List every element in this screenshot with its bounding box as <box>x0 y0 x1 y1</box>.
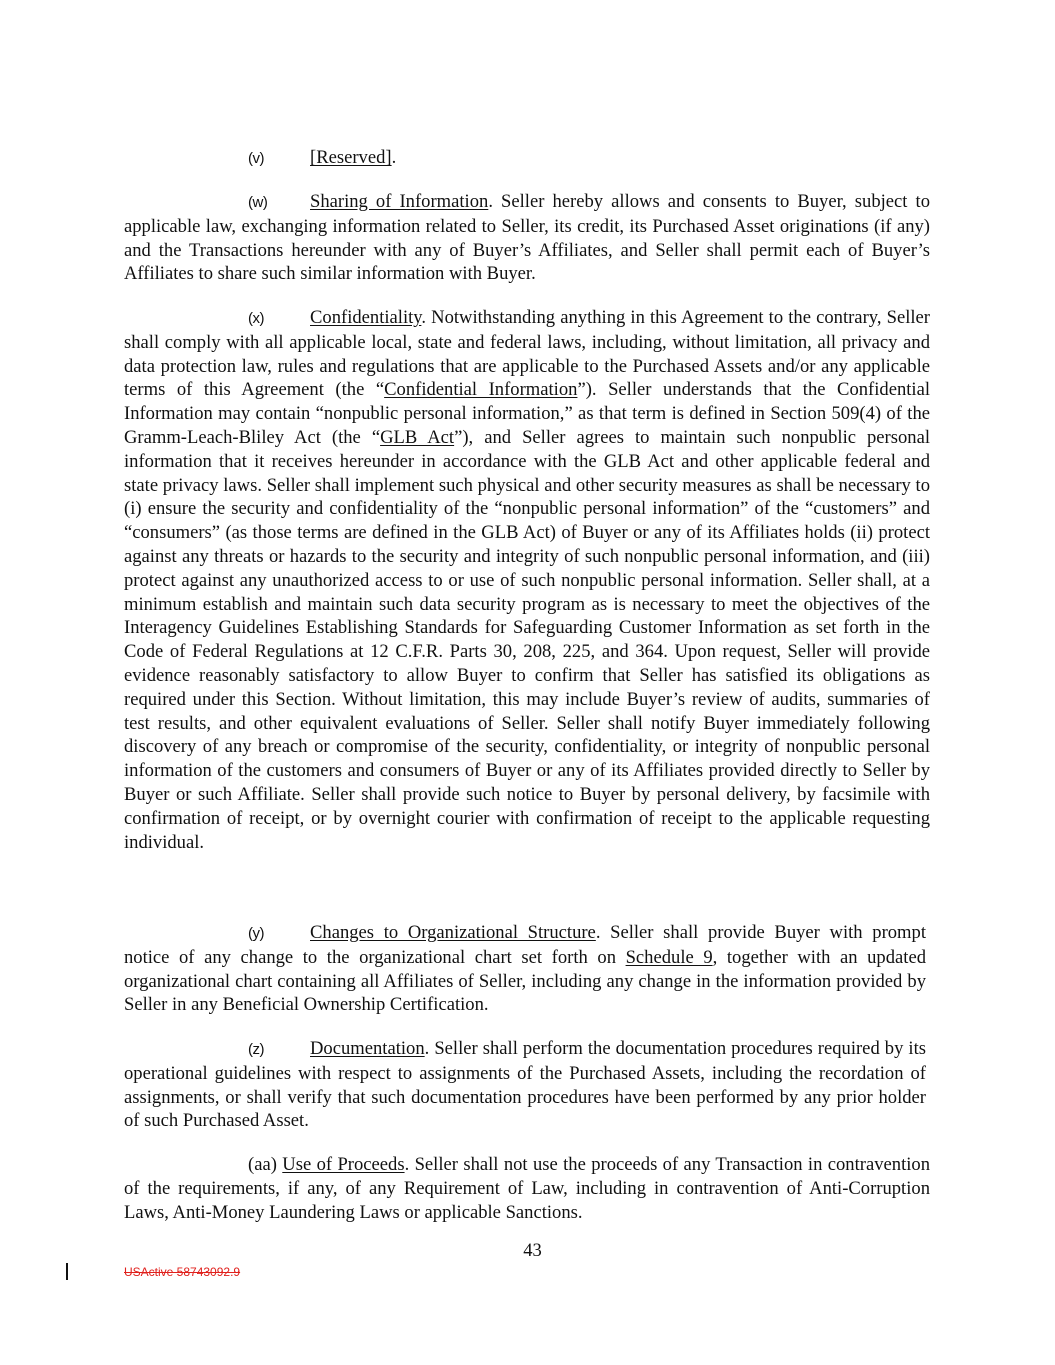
section-aa-body: . Seller shall not use the proceeds of any Transaction in contravention of the requirements, if any, of any Requirement of Law, including in contravention of Anti-Corruption Laws, Anti-Money Laundering Laws or applicable Sanctions. <box>124 1154 930 1223</box>
page-number: 43 <box>523 1240 542 1261</box>
section-aa-title: Use of Proceeds <box>282 1154 405 1175</box>
section-z-title: Documentation <box>310 1038 425 1059</box>
defined-term-glb-act: GLB Act <box>380 426 455 448</box>
section-w-title: Sharing of Information <box>310 191 489 212</box>
section-z-body: . Seller shall perform the documentation procedures required by its operational guidelines with respect to assignments of the Purchased Assets, including the recordation of assignments, or shall verify that such documentation procedures have been performed by any prior holder of such Purchased Asset. <box>124 1038 926 1132</box>
defined-term-confidential-information: Confidential Information <box>384 379 578 401</box>
section-x-body-1: . Notwithstanding anything in this Agreement to the contrary, Seller shall comply with all applicable local, state and federal laws, including, without limitation, all privacy and data protection law, rules and regulations that are applicable to the Purchased Assets and/or any applicable terms of this Agreement (the “ <box>124 307 930 401</box>
section-x <box>124 306 930 854</box>
section-v-label: (v) <box>248 150 264 167</box>
section-v <box>124 146 930 171</box>
section-x-title: Confidentiality <box>310 307 422 328</box>
section-y-label: (y) <box>248 925 264 942</box>
section-aa-label: (aa) <box>248 1154 277 1175</box>
section-aa <box>124 1153 930 1224</box>
section-v-title: [Reserved] <box>310 147 392 168</box>
section-v-after: . <box>391 147 397 168</box>
section-x-body-3: ”), and Seller agrees to maintain such nonpublic personal information that it receives hereunder in accordance with the GLB Act and other applicable federal and state privacy laws. Seller shall implement such physical and other security measures as shall be necessary to (i) ensure the security and confidentiality of the “nonpublic personal information” of the “customers” and “consumers” (as those terms are defined in the GLB Act) of Buyer or any of its Affiliates holds (ii) protect against any threats or hazards to the security and integrity of such nonpublic personal information, and (iii) protect against any unauthorized access to or use of such nonpublic personal information. Seller shall, at a minimum establish and maintain such data security program as is necessary to meet the objectives of the Interagency Guidelines Establishing Standards for Safeguarding Customer Information as set forth in the Code of Federal Regulations at 12 C.F.R. Parts 30, 208, 225, and 364. Upon request, Seller will provide evidence reasonably satisfactory to allow Buyer to confirm that Seller has satisfied its obligations as required under this Section. Without limitation, this may include Buyer’s review of audits, summaries of test results, and other equivalent evaluations of Seller. Seller shall notify Buyer immediately following discovery of any breach or compromise of the security, confidentiality, or integrity of nonpublic personal information of the customers and consumers of Buyer or any of its Affiliates provided directly to Seller by Buyer or such Affiliate. Seller shall provide such notice to Buyer by personal delivery, by facsimile with confirmation of receipt, or by overnight courier with confirmation of receipt to the applicable requesting individual. <box>124 426 930 853</box>
schedule-9-reference: Schedule 9 <box>625 946 713 968</box>
change-bar <box>66 1263 68 1280</box>
section-w-label: (w) <box>248 194 268 211</box>
section-z <box>124 1037 926 1133</box>
section-y <box>124 921 926 1017</box>
section-z-label: (z) <box>248 1041 264 1058</box>
section-y-body-2: , together with an updated organizational chart containing all Affiliates of Seller, including any change in the information provided by Seller in any Beneficial Ownership Certification. <box>124 946 926 1016</box>
section-x-body-2: ”). Seller understands that the Confidential Information may contain “nonpublic personal information,” as that term is defined in Section 509(4) of the Gramm-Leach-Bliley Act (the “ <box>124 379 930 448</box>
section-w <box>124 190 930 286</box>
section-y-title: Changes to Organizational Structure <box>310 922 596 943</box>
section-x-label: (x) <box>248 310 264 327</box>
section-y-body-1: . Seller shall provide Buyer with prompt notice of any change to the organizational chart set forth on <box>124 922 926 968</box>
document-id: USActive 58743092.9 <box>124 1265 241 1279</box>
section-w-body: . Seller hereby allows and consents to Buyer, subject to applicable law, exchanging information related to Seller, its credit, its Purchased Asset originations (if any) and the Transactions hereunder with any of Buyer’s Affiliates, and Seller shall permit each of Buyer’s Affiliates to share such similar information with Buyer. <box>124 191 930 285</box>
